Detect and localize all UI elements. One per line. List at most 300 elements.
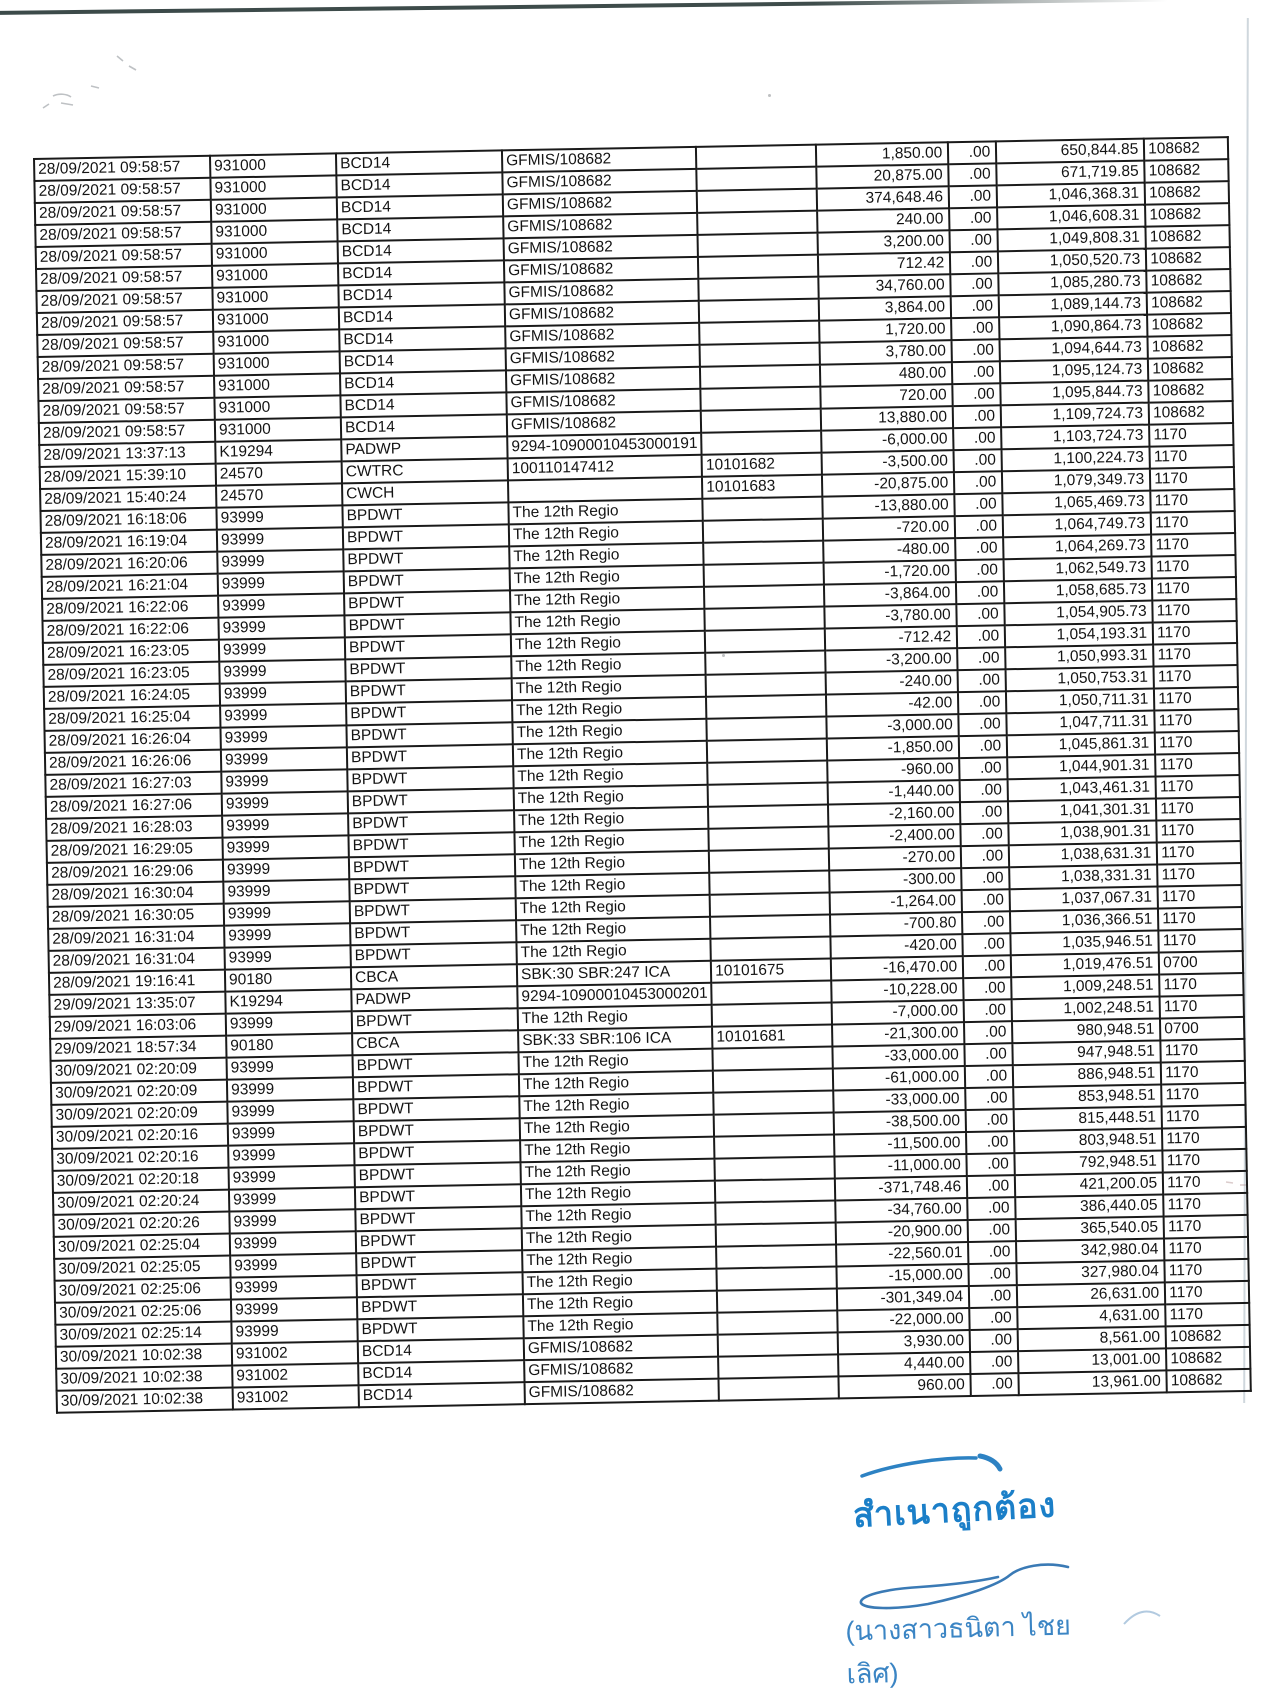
cell-amount: -13,880.00 — [823, 494, 955, 518]
cell-balance: 792,948.51 — [1015, 1150, 1163, 1175]
cell-code: 93999 — [227, 1055, 353, 1079]
cell-branch: 108682 — [1147, 291, 1231, 315]
cell-datetime: 30/09/2021 02:25:06 — [55, 1278, 231, 1303]
cell-type-code: BPDWT — [348, 832, 514, 857]
cell-amount: -20,900.00 — [836, 1220, 968, 1244]
cell-amount: -6,000.00 — [821, 428, 953, 452]
cell-datetime: 28/09/2021 16:27:03 — [45, 772, 221, 797]
cell-branch: 1170 — [1155, 753, 1239, 777]
cell-branch: 108682 — [1146, 247, 1230, 271]
cell-description: The 12th Regio — [515, 873, 710, 899]
cell-code: 93999 — [223, 879, 349, 903]
cell-type-code: BCD14 — [340, 370, 506, 395]
cell-code: 93999 — [218, 615, 344, 639]
cell-balance: 1,095,844.73 — [1000, 381, 1148, 406]
cell-datetime: 28/09/2021 09:58:57 — [37, 310, 213, 335]
cell-decimal: .00 — [970, 1351, 1018, 1374]
cell-amount: 374,648.46 — [817, 186, 949, 210]
cell-branch: 108682 — [1148, 335, 1232, 359]
cell-reference — [715, 1156, 835, 1180]
cell-branch: 1170 — [1163, 1193, 1247, 1217]
cell-description: The 12th Regio — [523, 1313, 718, 1339]
cell-type-code: CWCH — [342, 480, 508, 505]
cell-decimal: .00 — [954, 449, 1002, 472]
cell-type-code: BPDWT — [350, 920, 516, 945]
cell-balance: 1,038,631.31 — [1009, 843, 1157, 868]
cell-branch: 1170 — [1152, 577, 1236, 601]
cell-decimal: .00 — [961, 845, 1009, 868]
cell-amount: 240.00 — [817, 208, 949, 232]
scan-speck — [768, 94, 771, 97]
cell-branch: 1170 — [1157, 841, 1241, 865]
cell-amount: 1,720.00 — [819, 318, 951, 342]
cell-balance: 1,049,808.31 — [998, 227, 1146, 252]
cell-branch: 1170 — [1150, 445, 1234, 469]
cell-type-code: BCD14 — [336, 172, 502, 197]
cell-balance: 421,200.05 — [1015, 1172, 1163, 1197]
cell-datetime: 28/09/2021 16:23:05 — [43, 640, 219, 665]
stamp-underline-swoosh — [858, 1452, 1008, 1482]
cell-balance: 1,089,144.73 — [999, 293, 1147, 318]
cell-decimal: .00 — [960, 779, 1008, 802]
cell-type-code: BCD14 — [339, 326, 505, 351]
cell-balance: 26,631.00 — [1017, 1282, 1165, 1307]
cell-description: GFMIS/108682 — [524, 1357, 719, 1383]
cell-description: The 12th Regio — [508, 499, 703, 525]
cell-decimal: .00 — [962, 911, 1010, 934]
cell-reference — [697, 189, 817, 213]
cell-amount: -22,560.01 — [836, 1242, 968, 1266]
cell-reference — [716, 1222, 836, 1246]
cell-decimal: .00 — [956, 581, 1004, 604]
cell-amount: -480.00 — [823, 538, 955, 562]
cell-branch: 1170 — [1165, 1303, 1249, 1327]
cell-code: 93999 — [222, 813, 348, 837]
cell-balance: 1,085,280.73 — [998, 271, 1146, 296]
cell-description: The 12th Regio — [522, 1247, 717, 1273]
cell-decimal: .00 — [965, 1087, 1013, 1110]
cell-reference — [714, 1112, 834, 1136]
cell-balance: 342,980.04 — [1016, 1238, 1164, 1263]
cell-reference — [697, 167, 817, 191]
cell-description: The 12th Regio — [509, 543, 704, 569]
cell-amount: -1,264.00 — [830, 890, 962, 914]
cell-reference — [713, 1090, 833, 1114]
cell-balance: 1,054,905.73 — [1005, 601, 1153, 626]
cell-code: 931002 — [232, 1341, 358, 1365]
cell-decimal: .00 — [969, 1307, 1017, 1330]
cell-datetime: 29/09/2021 16:03:06 — [50, 1014, 226, 1039]
cell-datetime: 28/09/2021 16:26:06 — [45, 750, 221, 775]
cell-balance: 853,948.51 — [1013, 1084, 1161, 1109]
cell-code: 93999 — [218, 571, 344, 595]
cell-type-code: BPDWT — [355, 1184, 521, 1209]
cell-reference — [710, 893, 830, 917]
cell-code: 931000 — [213, 307, 339, 331]
cell-balance: 1,100,224.73 — [1002, 447, 1150, 472]
cell-balance: 1,109,724.73 — [1001, 403, 1149, 428]
cell-code: K19294 — [225, 989, 351, 1013]
cell-reference — [704, 563, 824, 587]
cell-type-code: BPDWT — [347, 744, 513, 769]
cell-reference — [719, 1376, 839, 1400]
cell-amount: -3,200.00 — [825, 648, 957, 672]
cell-code: 93999 — [229, 1165, 355, 1189]
cell-reference — [698, 255, 818, 279]
cell-type-code: BPDWT — [349, 854, 515, 879]
cell-code: 931000 — [214, 351, 340, 375]
cell-reference — [709, 827, 829, 851]
cell-description: The 12th Regio — [518, 1049, 713, 1075]
cell-decimal: .00 — [966, 1109, 1014, 1132]
cell-description: GFMIS/108682 — [505, 301, 700, 327]
cell-branch: 1170 — [1161, 1039, 1245, 1063]
cell-reference: 10101675 — [711, 959, 831, 983]
cell-description: The 12th Regio — [513, 763, 708, 789]
cell-amount: 712.42 — [818, 252, 950, 276]
cell-amount: 20,875.00 — [816, 164, 948, 188]
cell-amount: -300.00 — [829, 868, 961, 892]
cell-branch: 1170 — [1163, 1149, 1247, 1173]
cell-amount: -61,000.00 — [833, 1066, 965, 1090]
cell-type-code: BCD14 — [359, 1382, 525, 1407]
cell-reference — [713, 1068, 833, 1092]
cell-description: GFMIS/108682 — [505, 323, 700, 349]
cell-decimal: .00 — [963, 977, 1011, 1000]
cell-type-code: CBCA — [351, 964, 517, 989]
cell-datetime: 28/09/2021 09:58:57 — [35, 200, 211, 225]
scan-blue-mark — [1122, 1602, 1162, 1628]
cell-type-code: BPDWT — [356, 1250, 522, 1275]
cell-decimal: .00 — [955, 537, 1003, 560]
cell-branch: 108682 — [1144, 137, 1228, 161]
cell-type-code: BPDWT — [354, 1140, 520, 1165]
cell-type-code: BPDWT — [347, 766, 513, 791]
cell-decimal: .00 — [954, 471, 1002, 494]
cell-description: GFMIS/108682 — [502, 169, 697, 195]
cell-datetime: 28/09/2021 16:31:04 — [48, 926, 224, 951]
cell-amount: 13,880.00 — [821, 406, 953, 430]
cell-type-code: PADWP — [341, 436, 507, 461]
cell-code: 931000 — [211, 197, 337, 221]
cell-decimal: .00 — [964, 1021, 1012, 1044]
cell-branch: 1170 — [1158, 885, 1242, 909]
cell-reference — [706, 673, 826, 697]
scan-edge-artifact — [0, 0, 1168, 15]
cell-branch: 1170 — [1156, 797, 1240, 821]
cell-reference — [713, 1046, 833, 1070]
cell-amount: -11,000.00 — [835, 1154, 967, 1178]
cell-decimal: .00 — [953, 427, 1001, 450]
cell-decimal: .00 — [953, 383, 1001, 406]
cell-decimal: .00 — [969, 1263, 1017, 1286]
cell-branch: 1170 — [1150, 467, 1234, 491]
cell-amount: -371,748.46 — [835, 1176, 967, 1200]
cell-code: 93999 — [225, 945, 351, 969]
cell-decimal: .00 — [966, 1131, 1014, 1154]
cell-description: The 12th Regio — [523, 1269, 718, 1295]
cell-datetime: 28/09/2021 16:24:05 — [44, 684, 220, 709]
cell-decimal: .00 — [957, 603, 1005, 626]
cell-type-code: CBCA — [352, 1030, 518, 1055]
cell-balance: 1,019,476.51 — [1011, 953, 1159, 978]
cell-reference — [703, 541, 823, 565]
cell-datetime: 28/09/2021 16:20:06 — [41, 552, 217, 577]
cell-balance: 1,044,901.31 — [1007, 755, 1155, 780]
cell-decimal: .00 — [955, 515, 1003, 538]
cell-description: The 12th Regio — [519, 1071, 714, 1097]
cell-code: 93999 — [220, 681, 346, 705]
cell-balance: 886,948.51 — [1013, 1062, 1161, 1087]
cell-branch: 1170 — [1163, 1171, 1247, 1195]
cell-type-code: BPDWT — [348, 788, 514, 813]
cell-balance: 1,079,349.73 — [1002, 469, 1150, 494]
cell-description: The 12th Regio — [520, 1159, 715, 1185]
cell-decimal: .00 — [948, 141, 996, 164]
cell-decimal: .00 — [950, 273, 998, 296]
cell-balance: 1,037,067.31 — [1010, 887, 1158, 912]
cell-amount: -2,160.00 — [828, 802, 960, 826]
cell-reference — [714, 1134, 834, 1158]
cell-code: 931000 — [211, 219, 337, 243]
cell-code: 93999 — [221, 769, 347, 793]
cell-balance: 1,062,549.73 — [1004, 557, 1152, 582]
cell-decimal: .00 — [951, 295, 999, 318]
cell-code: 93999 — [229, 1209, 355, 1233]
cell-decimal: .00 — [948, 163, 996, 186]
cell-amount: 3,864.00 — [819, 296, 951, 320]
cell-reference — [708, 805, 828, 829]
cell-datetime: 28/09/2021 09:58:57 — [39, 420, 215, 445]
cell-type-code: BCD14 — [340, 392, 506, 417]
cell-amount: 720.00 — [821, 384, 953, 408]
cell-balance: 1,094,644.73 — [1000, 337, 1148, 362]
cell-type-code: BPDWT — [344, 590, 510, 615]
cell-type-code: PADWP — [351, 986, 517, 1011]
cell-reference — [715, 1200, 835, 1224]
cell-amount: 1,850.00 — [816, 142, 948, 166]
cell-type-code: BPDWT — [357, 1272, 523, 1297]
cell-branch: 108682 — [1149, 401, 1233, 425]
cell-balance: 1,064,269.73 — [1003, 535, 1151, 560]
cell-code: 931000 — [213, 329, 339, 353]
cell-amount: -3,780.00 — [825, 604, 957, 628]
cell-description: GFMIS/108682 — [506, 367, 701, 393]
cell-description: GFMIS/108682 — [504, 235, 699, 261]
cell-amount: -22,000.00 — [837, 1308, 969, 1332]
cell-datetime: 30/09/2021 02:20:09 — [51, 1080, 227, 1105]
cell-amount: -3,000.00 — [827, 714, 959, 738]
cell-amount: 34,760.00 — [819, 274, 951, 298]
cell-code: 90180 — [226, 1033, 352, 1057]
cell-branch: 108682 — [1146, 225, 1230, 249]
cell-datetime: 28/09/2021 16:27:06 — [46, 794, 222, 819]
cell-description: The 12th Regio — [521, 1181, 716, 1207]
cell-balance: 1,103,724.73 — [1001, 425, 1149, 450]
cell-branch: 1170 — [1160, 995, 1244, 1019]
cell-reference — [711, 937, 831, 961]
signer-name: (นางสาวธนิตา ไชยเลิศ) — [845, 1610, 1072, 1690]
cell-branch: 108682 — [1167, 1369, 1251, 1393]
cell-balance: 980,948.51 — [1012, 1018, 1160, 1043]
cell-balance: 815,448.51 — [1014, 1106, 1162, 1131]
cell-amount: -420.00 — [831, 934, 963, 958]
cell-branch: 1170 — [1153, 643, 1237, 667]
cell-code: 93999 — [217, 527, 343, 551]
cell-type-code: BPDWT — [357, 1294, 523, 1319]
cell-branch: 1170 — [1157, 819, 1241, 843]
cell-datetime: 30/09/2021 10:02:38 — [57, 1388, 233, 1413]
cell-description: GFMIS/108682 — [503, 213, 698, 239]
cell-type-code: BCD14 — [339, 304, 505, 329]
cell-type-code: BCD14 — [358, 1338, 524, 1363]
cell-type-code: BPDWT — [343, 524, 509, 549]
cell-code: 93999 — [224, 923, 350, 947]
cell-balance: 386,440.05 — [1015, 1194, 1163, 1219]
certified-copy-stamp-text: สำเนาถูกต้อง — [852, 1486, 1058, 1535]
cell-description: The 12th Regio — [511, 631, 706, 657]
cell-description: GFMIS/108682 — [503, 191, 698, 217]
cell-code: 931000 — [214, 395, 340, 419]
cell-reference — [717, 1288, 837, 1312]
cell-reference — [705, 629, 825, 653]
cell-datetime: 28/09/2021 16:26:04 — [45, 728, 221, 753]
cell-code: 93999 — [227, 1077, 353, 1101]
cell-decimal: .00 — [963, 933, 1011, 956]
cell-datetime: 28/09/2021 09:58:57 — [36, 244, 212, 269]
cell-type-code: BCD14 — [338, 238, 504, 263]
cell-description: GFMIS/108682 — [504, 257, 699, 283]
cell-code: 93999 — [229, 1187, 355, 1211]
cell-decimal: .00 — [970, 1329, 1018, 1352]
cell-code: 93999 — [220, 703, 346, 727]
cell-balance: 13,001.00 — [1018, 1348, 1166, 1373]
cell-description: The 12th Regio — [512, 719, 707, 745]
cell-decimal: .00 — [958, 669, 1006, 692]
cell-branch: 108682 — [1145, 181, 1229, 205]
cell-branch: 1170 — [1155, 731, 1239, 755]
cell-code: 93999 — [219, 637, 345, 661]
cell-balance: 1,041,301.31 — [1008, 799, 1156, 824]
cell-decimal: .00 — [955, 493, 1003, 516]
cell-description: The 12th Regio — [516, 939, 711, 965]
cell-decimal: .00 — [969, 1285, 1017, 1308]
cell-type-code: BPDWT — [345, 656, 511, 681]
cell-datetime: 30/09/2021 02:25:04 — [54, 1234, 230, 1259]
cell-type-code: BPDWT — [350, 942, 516, 967]
cell-code: 931000 — [215, 417, 341, 441]
cell-decimal: .00 — [949, 207, 997, 230]
cell-description: The 12th Regio — [514, 785, 709, 811]
cell-balance: 1,050,753.31 — [1006, 667, 1154, 692]
cell-description: GFMIS/108682 — [506, 345, 701, 371]
cell-amount: -21,300.00 — [832, 1022, 964, 1046]
cell-reference — [700, 343, 820, 367]
cell-amount: -960.00 — [827, 758, 959, 782]
pencil-mark — [35, 48, 155, 118]
cell-description: 100110147412 — [508, 455, 703, 481]
cell-balance: 1,050,993.31 — [1005, 645, 1153, 670]
cell-amount: -7,000.00 — [832, 1000, 964, 1024]
cell-balance: 1,050,711.31 — [1006, 689, 1154, 714]
cell-code: 931002 — [232, 1363, 358, 1387]
cell-amount: -2,400.00 — [829, 824, 961, 848]
cell-reference — [710, 915, 830, 939]
cell-branch: 1170 — [1151, 533, 1235, 557]
cell-branch: 1170 — [1151, 511, 1235, 535]
cell-decimal: .00 — [958, 691, 1006, 714]
cell-amount: -270.00 — [829, 846, 961, 870]
cell-reference — [715, 1178, 835, 1202]
cell-branch: 108682 — [1147, 313, 1231, 337]
cell-code: 93999 — [226, 1011, 352, 1035]
cell-decimal: .00 — [962, 889, 1010, 912]
cell-datetime: 28/09/2021 16:22:06 — [42, 618, 218, 643]
cell-description: The 12th Regio — [520, 1115, 715, 1141]
cell-amount: -700.80 — [830, 912, 962, 936]
cell-balance: 1,002,248.51 — [1012, 996, 1160, 1021]
cell-branch: 1170 — [1149, 423, 1233, 447]
cell-reference — [703, 519, 823, 543]
cell-decimal: .00 — [968, 1241, 1016, 1264]
cell-balance: 1,045,861.31 — [1007, 733, 1155, 758]
cell-reference: 10101681 — [712, 1024, 832, 1048]
cell-reference — [699, 299, 819, 323]
cell-datetime: 28/09/2021 16:19:04 — [41, 530, 217, 555]
cell-amount: 3,780.00 — [820, 340, 952, 364]
cell-decimal: .00 — [953, 405, 1001, 428]
cell-datetime: 28/09/2021 09:58:57 — [34, 178, 210, 203]
cell-reference — [709, 849, 829, 873]
cell-code: 93999 — [228, 1143, 354, 1167]
cell-branch: 1170 — [1150, 489, 1234, 513]
cell-decimal: .00 — [952, 361, 1000, 384]
cell-amount: -3,864.00 — [824, 582, 956, 606]
cell-description: The 12th Regio — [514, 829, 709, 855]
cell-datetime: 28/09/2021 15:40:24 — [40, 486, 216, 511]
cell-code: 93999 — [223, 857, 349, 881]
cell-amount: -38,500.00 — [834, 1110, 966, 1134]
cell-type-code: BCD14 — [358, 1360, 524, 1385]
cell-reference — [700, 365, 820, 389]
cell-type-code: BPDWT — [356, 1228, 522, 1253]
cell-balance: 1,050,520.73 — [998, 249, 1146, 274]
cell-datetime: 30/09/2021 02:25:05 — [54, 1256, 230, 1281]
cell-decimal: .00 — [963, 955, 1011, 978]
cell-datetime: 28/09/2021 16:30:05 — [48, 904, 224, 929]
cell-amount: 3,200.00 — [818, 230, 950, 254]
cell-description: The 12th Regio — [510, 565, 705, 591]
cell-branch: 1170 — [1165, 1281, 1249, 1305]
cell-amount: -15,000.00 — [837, 1264, 969, 1288]
cell-decimal: .00 — [967, 1175, 1015, 1198]
cell-code: 93999 — [230, 1231, 356, 1255]
cell-decimal: .00 — [959, 757, 1007, 780]
cell-reference — [696, 145, 816, 169]
cell-balance: 803,948.51 — [1014, 1128, 1162, 1153]
cell-datetime: 30/09/2021 10:02:38 — [56, 1344, 232, 1369]
cell-branch: 1170 — [1165, 1259, 1249, 1283]
cell-amount: -1,720.00 — [824, 560, 956, 584]
cell-reference — [712, 1003, 832, 1027]
cell-balance: 365,540.05 — [1016, 1216, 1164, 1241]
cell-description: The 12th Regio — [514, 807, 709, 833]
cell-code: 93999 — [230, 1253, 356, 1277]
cell-type-code: BPDWT — [349, 876, 515, 901]
cell-datetime: 28/09/2021 09:58:57 — [34, 156, 210, 181]
cell-balance: 1,058,685.73 — [1004, 579, 1152, 604]
cell-code: 90180 — [225, 967, 351, 991]
